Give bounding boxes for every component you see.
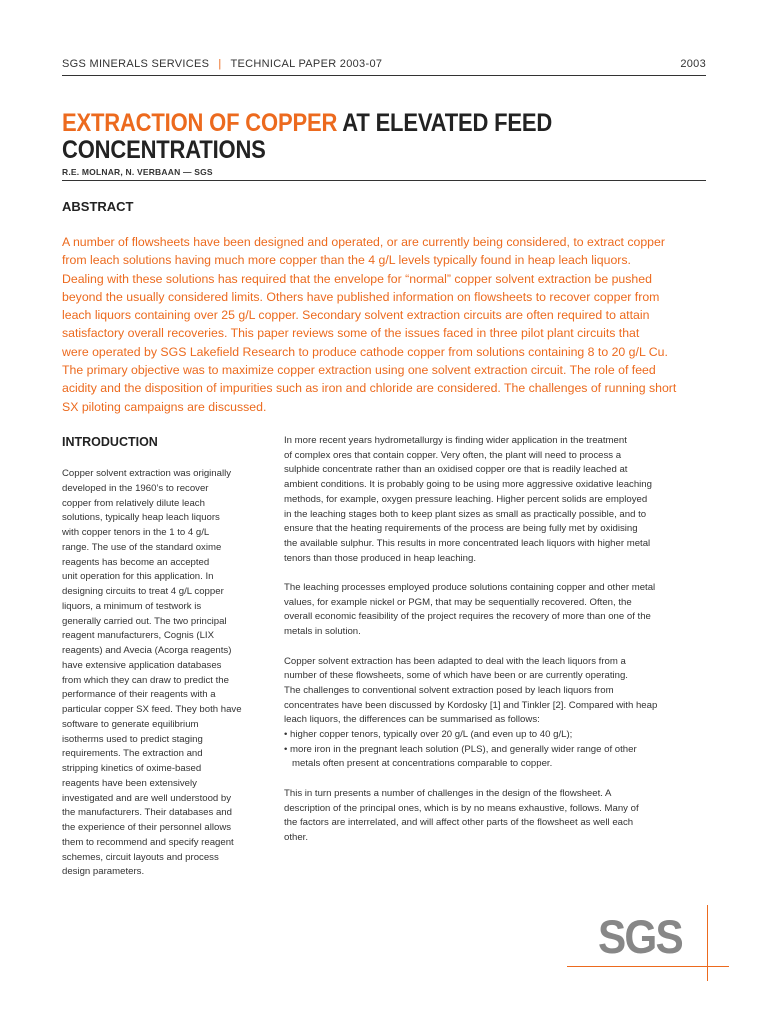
body-line: tenors than those produced in heap leaching.: [284, 552, 477, 564]
body-line: from which they can draw to predict the: [62, 674, 229, 686]
body-line: methods, for example, oxygen pressure leaching. Higher percent solids are employed: [284, 493, 648, 505]
body-line: design parameters.: [62, 866, 145, 878]
body-line: developed in the 1960’s to recover: [62, 482, 209, 494]
header-paper-number: TECHNICAL PAPER 2003-07: [230, 58, 383, 70]
body-line: have extensive application databases: [62, 659, 222, 671]
paragraph: [284, 787, 714, 846]
sgs-logo: SGS: [598, 910, 682, 963]
introduction-heading: INTRODUCTION: [62, 435, 158, 449]
body-line: overall economic feasibility of the project requires the recovery of more than one of the: [284, 611, 651, 623]
body-line: reagents) and Avecia (Acorga reagents): [62, 645, 232, 656]
abstract-heading: ABSTRACT: [62, 199, 134, 214]
body-line: metals in solution.: [284, 626, 361, 638]
abstract-line: The primary objective was to maximize copper extraction using one solvent extraction circuit. The role of feed: [62, 363, 656, 378]
abstract-line: Dealing with these solutions has required that the envelope for “normal” copper solvent extraction be pushed: [62, 271, 652, 286]
body-line: solutions, typically heap leach liquors: [62, 512, 220, 524]
title-accent: EXTRACTION OF COPPER: [62, 109, 338, 137]
paragraph: [284, 581, 714, 640]
body-line: investigated and are well understood by: [62, 792, 232, 804]
bullet-item-continuation: metals often present at concentrations comparable to copper.: [284, 758, 553, 770]
header-left: [62, 58, 382, 70]
body-line: particular copper SX feed. They both have: [62, 704, 242, 715]
abstract-line: were operated by SGS Lakefield Research to produce cathode copper from solutions containing 8 to 20 g/L Cu.: [62, 344, 668, 359]
header-rule: [62, 75, 706, 76]
body-line: with copper tenors in the 1 to 4 g/L: [62, 527, 210, 538]
abstract-line: A number of flowsheets have been designed and operated, or are currently being considered, to extract copper: [62, 235, 665, 249]
body-line: requirements. The extraction and: [62, 748, 203, 760]
paragraph: [284, 434, 714, 566]
body-line: concentrates have been discussed by Kordosky [1] and Tinkler [2]. Compared with heap: [284, 699, 658, 711]
logo-horizontal-line: [567, 966, 729, 967]
title-rest: AT ELEVATED FEED: [337, 109, 553, 137]
body-line: of complex ores that contain copper. Very often, the plant will need to process a: [284, 449, 622, 461]
abstract-line: leach liquors containing over 25 g/L copper. Secondary solvent extraction circuits are often required to attain: [62, 308, 650, 323]
abstract-body: [62, 233, 712, 416]
body-line: performance of their reagents with a: [62, 689, 216, 701]
bullet-item: • higher copper tenors, typically over 20 g/L (and even up to 40 g/L);: [284, 729, 573, 741]
authors-rule: [62, 180, 706, 181]
body-line: description of the principal ones, which is by no means exhaustive, follows. Many of: [284, 802, 639, 814]
body-line: the experience of their personnel allows: [62, 822, 232, 833]
body-line: reagents have been extensively: [62, 777, 197, 789]
body-line: in the leaching stages both to keep plant sizes as small as practically possible, and to: [284, 508, 647, 520]
header-separator: |: [218, 58, 222, 70]
introduction-column-left: [62, 467, 267, 880]
authors: R.E. MOLNAR, N. VERBAAN — SGS: [62, 167, 213, 177]
abstract-line: satisfactory overall recoveries. This paper reviews some of the issues faced in three pilot plant circuits that: [62, 326, 640, 341]
body-line: the available sulphur. This results in more concentrated leach liquors with higher metal: [284, 537, 651, 549]
body-line: the manufacturers. Their databases and: [62, 807, 232, 819]
abstract-line: acidity and the disposition of impurities such as iron and chloride are considered. The challenges of running short: [62, 381, 677, 396]
body-line: In more recent years hydrometallurgy is finding wider application in the treatment: [284, 435, 627, 446]
body-line: ambient conditions. It is probably going to be using more aggressive oxidative leaching: [284, 479, 652, 491]
body-line: unit operation for this application. In: [62, 571, 214, 583]
body-line: ensure that the heating requirements of the process are being fully met by oxidising: [284, 523, 638, 535]
logo-vertical-line: [707, 905, 708, 981]
body-line: range. The use of the standard oxime: [62, 541, 222, 553]
body-line: schemes, circuit layouts and process: [62, 851, 219, 863]
abstract-line: from leach solutions having much more copper than the 4 g/L levels typically found in heap leach liquors.: [62, 253, 631, 268]
body-line: generally carried out. The two principal: [62, 615, 227, 627]
page-header: [62, 58, 706, 74]
abstract-line: beyond the usually considered limits. Others have published information on flowsheets to recover copper from: [62, 289, 660, 304]
body-line: leach liquors, the differences can be summarised as follows:: [284, 714, 540, 726]
header-year: 2003: [680, 58, 706, 70]
paragraph: [284, 655, 714, 773]
body-line: other.: [284, 831, 309, 843]
abstract-line: SX piloting campaigns are discussed.: [62, 399, 267, 414]
introduction-column-right: [284, 434, 714, 860]
body-line: designing circuits to treat 4 g/L copper: [62, 586, 224, 597]
body-line: Copper solvent extraction was originally: [62, 468, 232, 479]
body-line: the factors are interrelated, and will affect other parts of the flowsheet as well each: [284, 817, 634, 829]
header-company: SGS MINERALS SERVICES: [62, 58, 210, 70]
body-line: reagent manufacturers, Cognis (LIX: [62, 630, 214, 642]
body-line: copper from relatively dilute leach: [62, 497, 205, 509]
body-line: them to recommend and specify reagent: [62, 836, 234, 848]
body-line: sulphide concentrate rather than an oxidised copper ore that is readily leached at: [284, 464, 628, 476]
body-line: software to generate equilibrium: [62, 718, 199, 730]
title-line2: CONCENTRATIONS: [62, 136, 266, 164]
body-line: liquors, a minimum of testwork is: [62, 600, 202, 612]
body-line: number of these flowsheets, some of which have been or are currently operating.: [284, 670, 628, 682]
body-line: reagents has become an accepted: [62, 556, 210, 568]
body-line: The leaching processes employed produce solutions containing copper and other metal: [284, 582, 656, 594]
bullet-item: • more iron in the pregnant leach solution (PLS), and generally wider range of other: [284, 743, 637, 755]
page-title: [62, 110, 625, 164]
body-line: isotherms used to predict staging: [62, 733, 203, 745]
body-line: values, for example nickel or PGM, that may be sequentially recovered. Often, the: [284, 596, 632, 608]
body-line: The challenges to conventional solvent extraction posed by leach liquors from: [284, 684, 614, 696]
body-line: This in turn presents a number of challenges in the design of the flowsheet. A: [284, 787, 612, 799]
body-line: Copper solvent extraction has been adapted to deal with the leach liquors from a: [284, 655, 626, 667]
body-line: stripping kinetics of oxime-based: [62, 763, 202, 774]
